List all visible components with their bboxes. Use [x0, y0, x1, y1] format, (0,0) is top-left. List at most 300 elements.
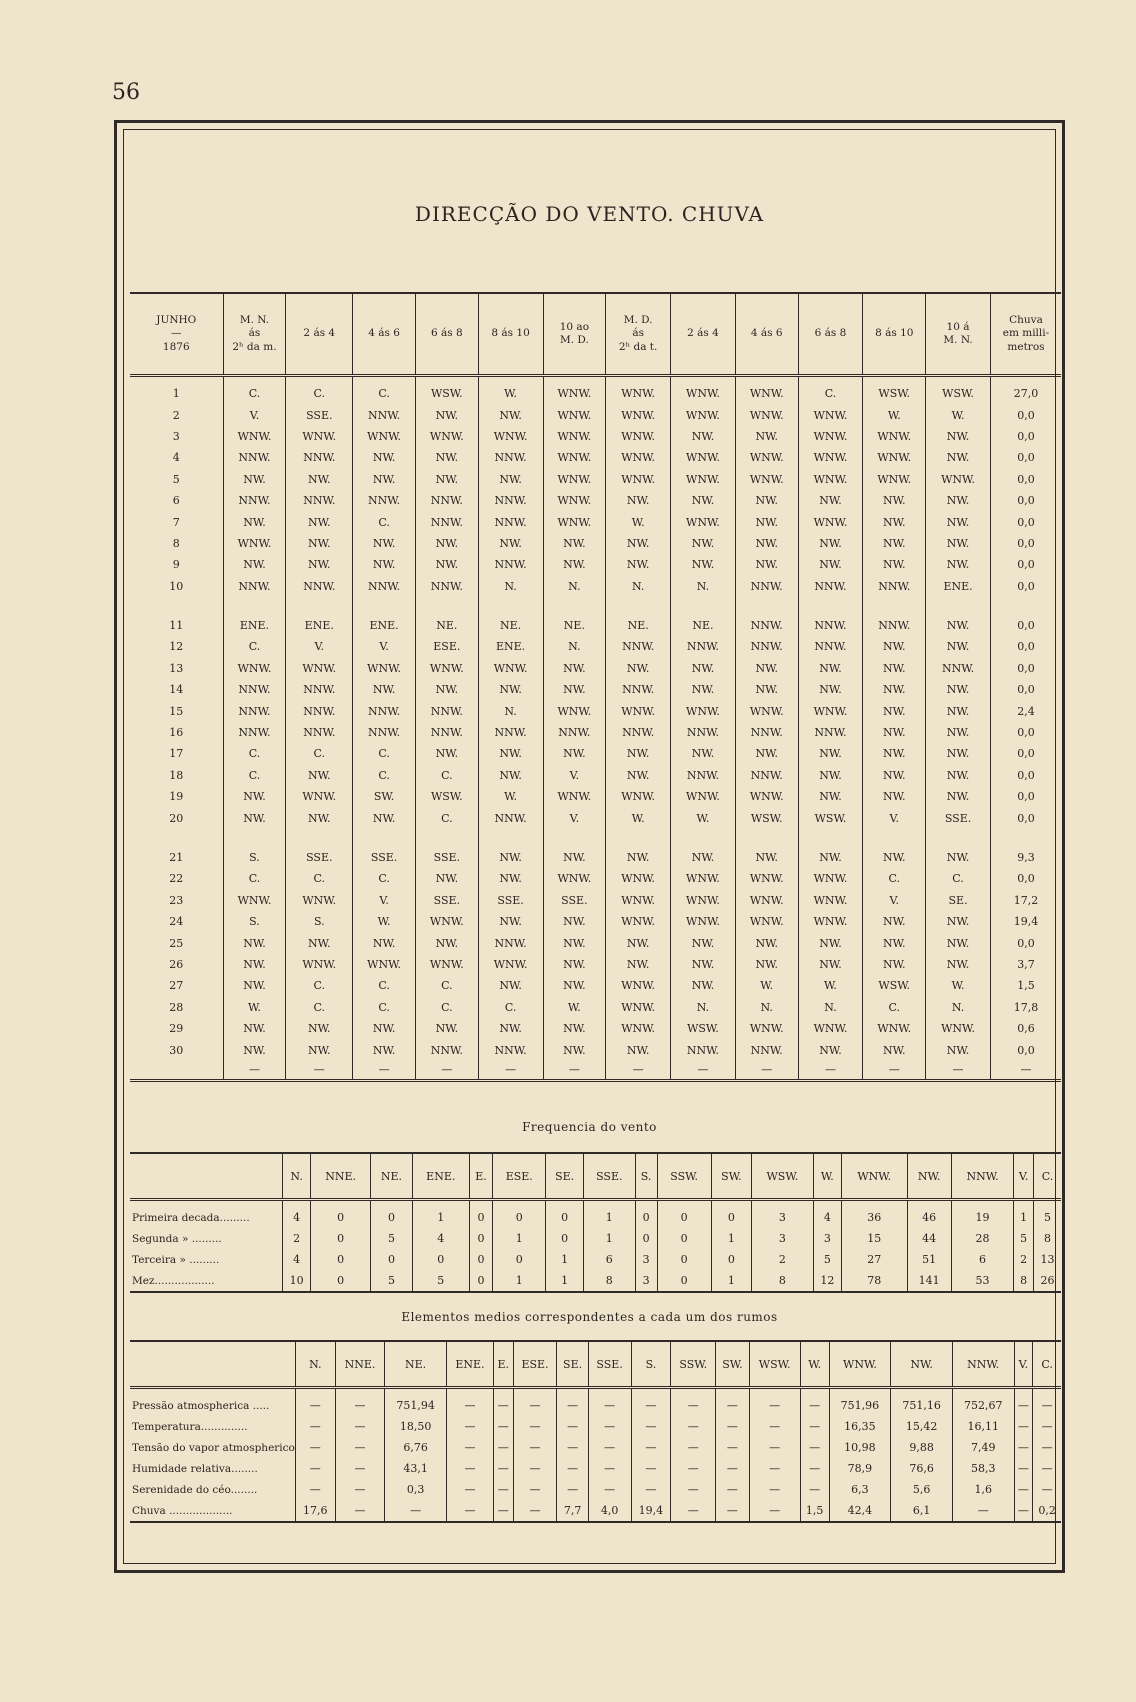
- wind-cell: WNW.: [863, 1018, 926, 1039]
- wind-cell: NNW.: [606, 722, 671, 743]
- separator-cell: —: [223, 1061, 286, 1081]
- wind-cell: V.: [863, 807, 926, 828]
- wind-cell: V.: [353, 890, 416, 911]
- wind-cell: NW.: [353, 932, 416, 953]
- value-cell: 15: [841, 1228, 907, 1249]
- value-cell: —: [631, 1416, 671, 1437]
- wind-cell: NNW.: [223, 576, 286, 597]
- table-row: [130, 1200, 1061, 1229]
- table-row: [130, 807, 1061, 828]
- wind-cell: NW.: [863, 511, 926, 532]
- wind-cell: WNW.: [543, 868, 606, 889]
- value-cell: 44: [907, 1228, 951, 1249]
- wind-cell: NE.: [671, 597, 736, 636]
- wind-cell: NW.: [606, 954, 671, 975]
- value-cell: —: [716, 1416, 749, 1437]
- wind-cell: NW.: [735, 932, 798, 953]
- rain-cell: 0,0: [990, 1039, 1061, 1060]
- wind-cell: NW.: [286, 554, 353, 575]
- value-cell: —: [1033, 1388, 1061, 1417]
- value-cell: —: [671, 1437, 716, 1458]
- value-cell: 43,1: [385, 1458, 447, 1479]
- wind-cell: NW.: [223, 807, 286, 828]
- day-cell: 17: [169, 747, 184, 761]
- value-cell: 10: [283, 1270, 311, 1292]
- value-cell: —: [1014, 1500, 1033, 1522]
- value-cell: —: [1014, 1437, 1033, 1458]
- wind-cell: NW.: [606, 554, 671, 575]
- wind-cell: NW.: [863, 954, 926, 975]
- wind-cell: WNW.: [671, 700, 736, 721]
- direction-header: N.: [283, 1153, 311, 1200]
- wind-cell: NW.: [543, 829, 606, 868]
- day-cell: 12: [169, 640, 184, 654]
- wind-cell: NNW.: [223, 490, 286, 511]
- wind-cell: NNW.: [223, 722, 286, 743]
- value-cell: —: [800, 1416, 829, 1437]
- direction-header: E.: [469, 1153, 493, 1200]
- wind-cell: WSW.: [735, 807, 798, 828]
- wind-cell: NW.: [543, 975, 606, 996]
- wind-cell: W.: [926, 404, 991, 425]
- value-cell: 0,3: [385, 1479, 447, 1500]
- column-header: 6 ás 8: [415, 293, 478, 376]
- value-cell: 141: [907, 1270, 951, 1292]
- direction-header: SSW.: [671, 1341, 716, 1388]
- value-cell: —: [749, 1416, 800, 1437]
- row-label: Chuva ...................: [130, 1500, 295, 1522]
- wind-cell: WNW.: [223, 890, 286, 911]
- wind-cell: WNW.: [286, 954, 353, 975]
- direction-header: SE.: [546, 1153, 584, 1200]
- frequency-table: [130, 1152, 1061, 1293]
- wind-cell: C.: [353, 997, 416, 1018]
- value-cell: —: [295, 1479, 335, 1500]
- wind-cell: WNW.: [671, 890, 736, 911]
- wind-cell: NNW.: [353, 576, 416, 597]
- wind-cell: WNW.: [863, 426, 926, 447]
- wind-cell: C.: [223, 765, 286, 786]
- wind-cell: SE.: [926, 890, 991, 911]
- value-cell: 76,6: [891, 1458, 953, 1479]
- value-cell: 5,6: [891, 1479, 953, 1500]
- value-cell: 15,42: [891, 1416, 953, 1437]
- value-cell: 0: [711, 1249, 751, 1270]
- wind-cell: NW.: [543, 911, 606, 932]
- wind-cell: WNW.: [415, 658, 478, 679]
- wind-cell: NW.: [606, 932, 671, 953]
- value-cell: —: [446, 1458, 493, 1479]
- rain-cell: 1,5: [990, 975, 1061, 996]
- value-cell: 7,7: [557, 1500, 588, 1522]
- wind-cell: NNW.: [478, 932, 543, 953]
- row-label: Serenidade do céo........: [132, 1483, 258, 1496]
- wind-cell: NW.: [798, 765, 863, 786]
- wind-cell: NW.: [735, 533, 798, 554]
- wind-cell: WNW.: [735, 911, 798, 932]
- wind-cell: WNW.: [353, 954, 416, 975]
- wind-cell: NNW.: [353, 700, 416, 721]
- wind-cell: NW.: [353, 447, 416, 468]
- wind-cell: NW.: [478, 404, 543, 425]
- rain-cell: 0,0: [990, 722, 1061, 743]
- wind-cell: NW.: [415, 469, 478, 490]
- wind-cell: NNW.: [286, 447, 353, 468]
- rain-cell: 17,8: [990, 997, 1061, 1018]
- wind-cell: C.: [353, 975, 416, 996]
- wind-cell: NW.: [671, 554, 736, 575]
- wind-cell: NW.: [223, 932, 286, 953]
- wind-cell: NW.: [926, 636, 991, 657]
- wind-cell: WNW.: [606, 975, 671, 996]
- wind-cell: WNW.: [286, 426, 353, 447]
- wind-cell: WNW.: [735, 868, 798, 889]
- wind-cell: NW.: [478, 533, 543, 554]
- value-cell: —: [335, 1388, 385, 1417]
- value-cell: —: [716, 1388, 749, 1417]
- wind-cell: NW.: [606, 765, 671, 786]
- separator-cell: —: [606, 1061, 671, 1081]
- column-header: 8 ás 10: [863, 293, 926, 376]
- table-row: [130, 490, 1061, 511]
- table-row: [130, 932, 1061, 953]
- wind-cell: NW.: [286, 765, 353, 786]
- value-cell: 5: [813, 1249, 841, 1270]
- value-cell: —: [631, 1479, 671, 1500]
- day-cell: 5: [172, 472, 180, 486]
- value-cell: —: [513, 1388, 557, 1417]
- wind-cell: NW.: [353, 679, 416, 700]
- value-cell: —: [588, 1416, 631, 1437]
- day-cell: 2: [172, 408, 180, 422]
- table-row: [130, 868, 1061, 889]
- value-cell: —: [631, 1458, 671, 1479]
- wind-cell: NNW.: [478, 447, 543, 468]
- direction-header: C.: [1034, 1153, 1061, 1200]
- value-cell: —: [557, 1458, 588, 1479]
- direction-header: S.: [631, 1341, 671, 1388]
- value-cell: 1: [1014, 1200, 1034, 1229]
- wind-cell: WNW.: [606, 997, 671, 1018]
- wind-cell: WNW.: [798, 426, 863, 447]
- value-cell: —: [446, 1388, 493, 1417]
- value-cell: 1,5: [800, 1500, 829, 1522]
- wind-cell: NW.: [926, 954, 991, 975]
- column-header: 8 ás 10: [478, 293, 543, 376]
- wind-cell: NE.: [543, 597, 606, 636]
- direction-header: SW.: [716, 1341, 749, 1388]
- wind-cell: NW.: [798, 1039, 863, 1060]
- day-cell: 25: [169, 936, 184, 950]
- value-cell: 751,96: [829, 1388, 891, 1417]
- value-cell: 4: [813, 1200, 841, 1229]
- wind-cell: NW.: [671, 533, 736, 554]
- column-header: 2 ás 4: [671, 293, 736, 376]
- rain-cell: 0,0: [990, 597, 1061, 636]
- value-cell: —: [335, 1479, 385, 1500]
- rain-cell: 0,0: [990, 576, 1061, 597]
- page-number: 56: [112, 80, 140, 105]
- value-cell: —: [749, 1388, 800, 1417]
- wind-cell: NW.: [543, 658, 606, 679]
- rain-cell: 0,0: [990, 490, 1061, 511]
- value-cell: 3: [813, 1228, 841, 1249]
- value-cell: —: [295, 1416, 335, 1437]
- wind-cell: V.: [223, 404, 286, 425]
- wind-cell: NW.: [543, 932, 606, 953]
- wind-cell: NW.: [926, 722, 991, 743]
- wind-cell: NW.: [415, 447, 478, 468]
- value-cell: 0: [635, 1200, 657, 1229]
- value-cell: 26: [1034, 1270, 1061, 1292]
- wind-cell: NW.: [223, 1039, 286, 1060]
- value-cell: —: [716, 1437, 749, 1458]
- wind-cell: W.: [353, 911, 416, 932]
- value-cell: 6,76: [385, 1437, 447, 1458]
- value-cell: 8: [1014, 1270, 1034, 1292]
- value-cell: 0: [469, 1249, 493, 1270]
- value-cell: 5: [371, 1228, 413, 1249]
- wind-cell: C.: [415, 765, 478, 786]
- value-cell: 0: [657, 1200, 711, 1229]
- day-cell: 15: [169, 704, 184, 718]
- wind-cell: NNW.: [353, 490, 416, 511]
- separator-cell: —: [353, 1061, 416, 1081]
- rain-cell: 0,0: [990, 743, 1061, 764]
- value-cell: 1,6: [952, 1479, 1014, 1500]
- wind-cell: C.: [223, 636, 286, 657]
- wind-cell: WNW.: [543, 447, 606, 468]
- value-cell: 751,94: [385, 1388, 447, 1417]
- wind-cell: W.: [926, 975, 991, 996]
- wind-cell: NNW.: [671, 1039, 736, 1060]
- wind-cell: S.: [223, 911, 286, 932]
- rain-cell: 0,0: [990, 404, 1061, 425]
- wind-cell: SSE.: [543, 890, 606, 911]
- value-cell: 10,98: [829, 1437, 891, 1458]
- day-cell: 20: [169, 811, 184, 825]
- wind-cell: NW.: [735, 954, 798, 975]
- direction-header: V.: [1014, 1341, 1033, 1388]
- row-label: Tensão do vapor atmospherico: [132, 1441, 295, 1454]
- wind-cell: C.: [798, 376, 863, 405]
- value-cell: —: [749, 1479, 800, 1500]
- wind-cell: WNW.: [353, 426, 416, 447]
- wind-cell: WNW.: [543, 511, 606, 532]
- wind-cell: NNW.: [543, 722, 606, 743]
- value-cell: 0: [469, 1200, 493, 1229]
- value-cell: 9,88: [891, 1437, 953, 1458]
- wind-cell: NW.: [863, 722, 926, 743]
- wind-cell: V.: [286, 636, 353, 657]
- wind-cell: WNW.: [798, 868, 863, 889]
- day-cell: 27: [169, 979, 184, 993]
- value-cell: 6: [951, 1249, 1013, 1270]
- wind-cell: NW.: [863, 765, 926, 786]
- wind-cell: NNW.: [798, 636, 863, 657]
- table-row: [130, 1479, 1061, 1500]
- wind-cell: NW.: [798, 786, 863, 807]
- wind-cell: NW.: [863, 932, 926, 953]
- separator-cell: —: [415, 1061, 478, 1081]
- wind-cell: NW.: [543, 554, 606, 575]
- wind-cell: WNW.: [543, 786, 606, 807]
- value-cell: 8: [752, 1270, 814, 1292]
- value-cell: 0: [371, 1249, 413, 1270]
- value-cell: 0: [311, 1200, 371, 1229]
- wind-cell: N.: [543, 576, 606, 597]
- value-cell: 28: [951, 1228, 1013, 1249]
- value-cell: 8: [583, 1270, 635, 1292]
- column-header: 6 ás 8: [798, 293, 863, 376]
- wind-cell: NNW.: [286, 722, 353, 743]
- wind-cell: NW.: [671, 975, 736, 996]
- wind-cell: WNW.: [735, 786, 798, 807]
- wind-cell: NW.: [478, 765, 543, 786]
- wind-cell: NW.: [671, 426, 736, 447]
- value-cell: 78,9: [829, 1458, 891, 1479]
- wind-cell: N.: [478, 700, 543, 721]
- wind-cell: WNW.: [543, 700, 606, 721]
- wind-cell: V.: [543, 765, 606, 786]
- table-row: [130, 911, 1061, 932]
- wind-cell: NW.: [926, 829, 991, 868]
- column-header: Chuva em milli- metros: [990, 293, 1061, 376]
- value-cell: 1: [493, 1270, 546, 1292]
- wind-cell: WNW.: [671, 786, 736, 807]
- rain-cell: 0,0: [990, 807, 1061, 828]
- separator-cell: —: [478, 1061, 543, 1081]
- value-cell: 78: [841, 1270, 907, 1292]
- wind-cell: NW.: [478, 743, 543, 764]
- day-cell: 7: [172, 515, 180, 529]
- wind-cell: V.: [353, 636, 416, 657]
- wind-cell: NW.: [543, 954, 606, 975]
- value-cell: 0: [493, 1200, 546, 1229]
- wind-cell: NW.: [735, 554, 798, 575]
- wind-cell: SSE.: [286, 829, 353, 868]
- wind-cell: C.: [863, 997, 926, 1018]
- separator-cell: —: [286, 1061, 353, 1081]
- wind-cell: ENE.: [478, 636, 543, 657]
- wind-cell: WNW.: [478, 426, 543, 447]
- value-cell: —: [588, 1388, 631, 1417]
- label-header: [130, 1153, 283, 1200]
- wind-cell: WNW.: [798, 447, 863, 468]
- wind-cell: NW.: [478, 679, 543, 700]
- value-cell: —: [494, 1437, 514, 1458]
- value-cell: —: [588, 1479, 631, 1500]
- separator-cell: —: [735, 1061, 798, 1081]
- wind-cell: NW.: [478, 829, 543, 868]
- separator-cell: [130, 1061, 223, 1081]
- value-cell: —: [446, 1437, 493, 1458]
- rain-cell: 2,4: [990, 700, 1061, 721]
- table-row: [130, 679, 1061, 700]
- wind-cell: SSE.: [478, 890, 543, 911]
- wind-cell: W.: [223, 997, 286, 1018]
- wind-cell: C.: [353, 511, 416, 532]
- rain-cell: 0,0: [990, 511, 1061, 532]
- wind-cell: NW.: [863, 786, 926, 807]
- table-row: [130, 1388, 1061, 1417]
- value-cell: 3: [752, 1200, 814, 1229]
- wind-cell: NW.: [863, 911, 926, 932]
- wind-cell: NNW.: [606, 636, 671, 657]
- direction-header: ENE.: [446, 1341, 493, 1388]
- rain-cell: 17,2: [990, 890, 1061, 911]
- value-cell: 5: [412, 1270, 469, 1292]
- table-row: [130, 997, 1061, 1018]
- wind-cell: WNW.: [415, 954, 478, 975]
- wind-cell: NW.: [926, 426, 991, 447]
- direction-header: ESE.: [493, 1153, 546, 1200]
- column-header: JUNHO — 1876: [130, 293, 223, 376]
- wind-cell: WNW.: [798, 700, 863, 721]
- wind-cell: WNW.: [926, 469, 991, 490]
- wind-cell: NW.: [735, 743, 798, 764]
- value-cell: 16,35: [829, 1416, 891, 1437]
- wind-cell: N.: [926, 997, 991, 1018]
- wind-cell: C.: [286, 376, 353, 405]
- wind-cell: C.: [415, 975, 478, 996]
- wind-cell: NW.: [671, 829, 736, 868]
- wind-cell: NW.: [798, 954, 863, 975]
- wind-cell: WNW.: [863, 447, 926, 468]
- value-cell: 1: [711, 1228, 751, 1249]
- value-cell: 16,11: [952, 1416, 1014, 1437]
- day-cell: 23: [169, 893, 184, 907]
- wind-cell: C.: [223, 868, 286, 889]
- wind-cell: WNW.: [671, 868, 736, 889]
- value-cell: 42,4: [829, 1500, 891, 1522]
- wind-cell: NW.: [926, 765, 991, 786]
- wind-cell: NW.: [223, 786, 286, 807]
- value-cell: —: [513, 1458, 557, 1479]
- value-cell: —: [671, 1458, 716, 1479]
- wind-cell: SSE.: [926, 807, 991, 828]
- wind-cell: WSW.: [671, 1018, 736, 1039]
- value-cell: —: [557, 1388, 588, 1417]
- table-row: [130, 765, 1061, 786]
- value-cell: 1: [711, 1270, 751, 1292]
- wind-cell: NW.: [286, 932, 353, 953]
- wind-cell: NW.: [863, 533, 926, 554]
- wind-cell: WNW.: [671, 511, 736, 532]
- wind-cell: WNW.: [606, 404, 671, 425]
- table-row: [130, 597, 1061, 636]
- wind-cell: NNW.: [415, 576, 478, 597]
- wind-cell: NW.: [543, 679, 606, 700]
- wind-cell: NW.: [926, 490, 991, 511]
- value-cell: —: [295, 1388, 335, 1417]
- value-cell: —: [1033, 1479, 1061, 1500]
- table-row: [130, 658, 1061, 679]
- wind-cell: WNW.: [606, 469, 671, 490]
- direction-header: ENE.: [412, 1153, 469, 1200]
- wind-cell: NW.: [926, 554, 991, 575]
- wind-cell: WNW.: [353, 658, 416, 679]
- direction-header: V.: [1014, 1153, 1034, 1200]
- wind-cell: NW.: [415, 404, 478, 425]
- wind-cell: N.: [543, 636, 606, 657]
- column-header: M. D. ás 2ʰ da t.: [606, 293, 671, 376]
- wind-cell: WNW.: [671, 447, 736, 468]
- wind-cell: NW.: [415, 554, 478, 575]
- value-cell: —: [494, 1458, 514, 1479]
- wind-cell: WNW.: [798, 469, 863, 490]
- wind-cell: WNW.: [223, 426, 286, 447]
